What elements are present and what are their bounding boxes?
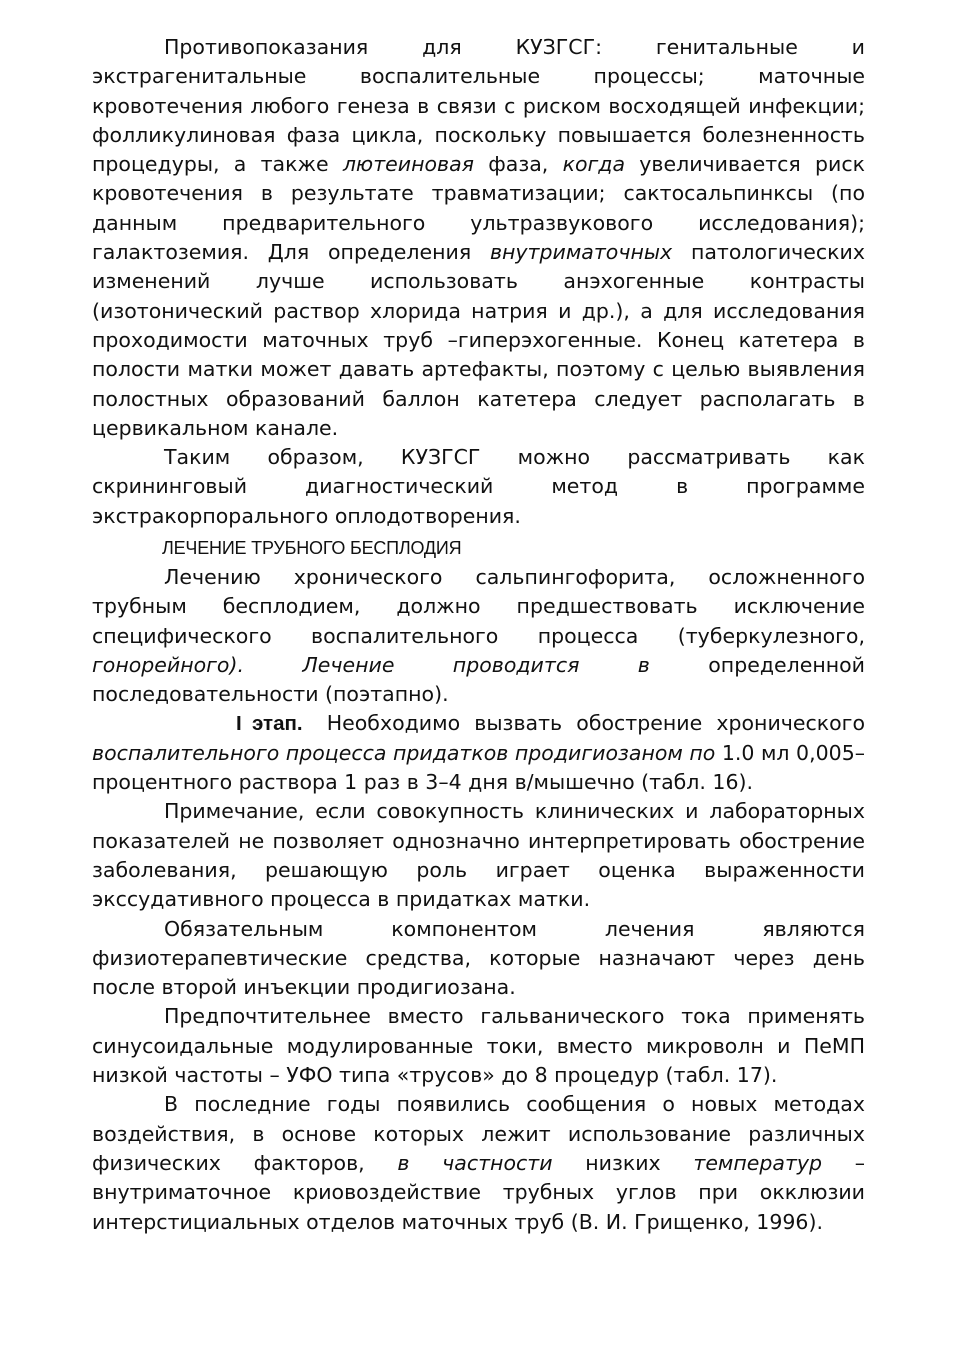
paragraph-new-methods: В последние годы появились сообщения о новых методах воздействия, в основе которых лежит использование различных физических факторов, в частности низких температур – внутриматочное криовоздействие трубных углов при окклюзии интерстициальных отделов маточных труб (В. И. Грищенко, 1996).	[92, 1092, 866, 1234]
text-block-bottom	[92, 563, 865, 1237]
paragraph-stage-one: I этап. Необходимо вызвать обострение хронического воспалительного процесса придатков продигиозаном по 1.0 мл 0,005–процентного раствора 1 раз в 3–4 дня в/мышечно (табл. 16).	[92, 711, 865, 795]
paragraph-physiotherapy: Обязательным компонентом лечения являются физиотерапевтические средства, которые назначают через день после второй инъекции продигиозана.	[92, 916, 865, 1000]
paragraph-treatment-intro: Лечению хронического сальпингофорита, осложненного трубным бесплодием, должно предшествовать исключение специфического воспалительного процесса (туберкулезного, гонорейного). Лечение проводится в определенной последовательности (поэтапно).	[92, 565, 866, 707]
text-block-top	[92, 33, 865, 531]
paragraph-contraindications: Противопоказания для КУЗГСГ: генитальные и экстрагенитальные воспалительные процессы; маточные кровотечения любого генеза в связи с риском восходящей инфекции; фолликулиновая фаза цикла, поскольку повышается болезненность процедуры, а также лютеиновая фаза, когда увеличивается риск кровотечения в результате травматизации; сактосальпинксы (по данным предварительного ультразвукового исследования); галактоземия. Для определения внутриматочных патологических изменений лучше использовать анэхогенные контрасты (изотонический раствор хлорида натрия и др.), а для исследования проходимости маточных труб –гиперэхогенные. Конец катетера в полости матки может давать артефакты, поэтому с целью выявления полостных образований баллон катетера следует располагать в цервикальном канале.	[92, 35, 865, 440]
paragraph-currents: Предпочтительнее вместо гальванического тока применять синусоидальные модулированные токи, вместо микроволн и ПеМП низкой частоты – УФО типа «трусов» до 8 процедур (табл. 17).	[92, 1004, 865, 1088]
paragraph-conclusion: Таким образом, КУЗГСГ можно рассматривать как скрининговый диагностический метод в программе экстракорпорального оплодотворения.	[92, 445, 865, 528]
paragraph-note: Примечание, если совокупность клинических и лабораторных показателей не позволяет однозначно интерпретировать обострение заболевания, решающую роль играет оценка выраженности экссудативного процесса в придатках матки.	[92, 799, 865, 912]
section-heading: ЛЕЧЕНИЕ ТРУБНОГО БЕСПЛОДИЯ	[162, 538, 462, 558]
